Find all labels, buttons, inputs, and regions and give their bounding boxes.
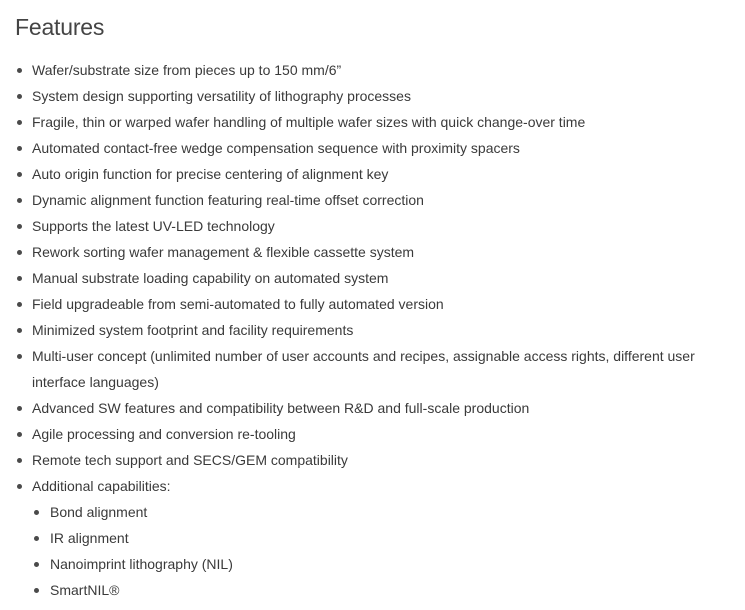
list-item xyxy=(0,265,745,291)
bullet-dot-icon xyxy=(17,328,22,333)
list-item xyxy=(0,291,745,317)
bullet-dot-icon xyxy=(17,198,22,203)
feature-text: Dynamic alignment function featuring real-time offset correction xyxy=(32,192,424,208)
bullet-dot-icon xyxy=(17,458,22,463)
bullet-dot-icon xyxy=(17,94,22,99)
feature-text: Field upgradeable from semi-automated to fully automated version xyxy=(32,296,444,312)
bullet-dot-icon xyxy=(34,562,39,567)
feature-text: Manual substrate loading capability on automated system xyxy=(32,270,389,286)
feature-text: Wafer/substrate size from pieces up to 150 mm/6” xyxy=(32,62,342,78)
bullet-dot-icon xyxy=(17,250,22,255)
sub-list-item xyxy=(32,499,731,525)
feature-text: Supports the latest UV-LED technology xyxy=(32,218,275,234)
feature-text: Rework sorting wafer management & flexible cassette system xyxy=(32,244,415,260)
bullet-dot-icon xyxy=(17,302,22,307)
list-item xyxy=(0,83,745,109)
bullet-dot-icon xyxy=(17,146,22,151)
sub-list-item xyxy=(32,551,731,577)
feature-text: Minimized system footprint and facility requirements xyxy=(32,322,354,338)
list-item xyxy=(0,395,745,421)
list-item xyxy=(0,161,745,187)
feature-text: Advanced SW features and compatibility between R&D and full-scale production xyxy=(32,400,530,416)
list-item xyxy=(0,421,745,447)
section-title: Features xyxy=(15,14,105,40)
bullet-dot-icon xyxy=(17,120,22,125)
capability-text: IR alignment xyxy=(50,530,129,546)
list-item xyxy=(0,239,745,265)
bullet-dot-icon xyxy=(34,588,39,593)
capability-text: Nanoimprint lithography (NIL) xyxy=(50,556,233,572)
list-item xyxy=(0,343,745,395)
bullet-dot-icon xyxy=(17,172,22,177)
bullet-dot-icon xyxy=(17,276,22,281)
features-list xyxy=(0,57,745,603)
feature-text: Agile processing and conversion re-tooling xyxy=(32,426,296,442)
list-item xyxy=(0,317,745,343)
sub-list-item xyxy=(32,525,731,551)
list-item xyxy=(0,57,745,83)
sub-list-item xyxy=(32,577,731,603)
feature-text: Multi-user concept (unlimited number of user accounts and recipes, assignable access rights, different user interface languages) xyxy=(32,348,695,390)
list-item xyxy=(0,135,745,161)
feature-text: Additional capabilities: xyxy=(32,478,171,494)
feature-text: Remote tech support and SECS/GEM compatibility xyxy=(32,452,348,468)
list-item xyxy=(0,109,745,135)
bullet-dot-icon xyxy=(17,68,22,73)
bullet-dot-icon xyxy=(17,354,22,359)
list-item xyxy=(0,213,745,239)
additional-capabilities-list xyxy=(32,499,731,603)
capability-text: Bond alignment xyxy=(50,504,148,520)
bullet-dot-icon xyxy=(17,406,22,411)
list-item xyxy=(0,187,745,213)
list-item xyxy=(0,447,745,473)
bullet-dot-icon xyxy=(34,510,39,515)
list-item-additional-capabilities xyxy=(0,473,745,603)
bullet-dot-icon xyxy=(34,536,39,541)
feature-text: Fragile, thin or warped wafer handling of multiple wafer sizes with quick change-over time xyxy=(32,114,586,130)
capability-text: SmartNIL® xyxy=(50,582,120,598)
bullet-dot-icon xyxy=(17,224,22,229)
feature-text: Auto origin function for precise centering of alignment key xyxy=(32,166,389,182)
bullet-dot-icon xyxy=(17,484,22,489)
bullet-dot-icon xyxy=(17,432,22,437)
feature-text: Automated contact-free wedge compensation sequence with proximity spacers xyxy=(32,140,520,156)
feature-text: System design supporting versatility of lithography processes xyxy=(32,88,411,104)
